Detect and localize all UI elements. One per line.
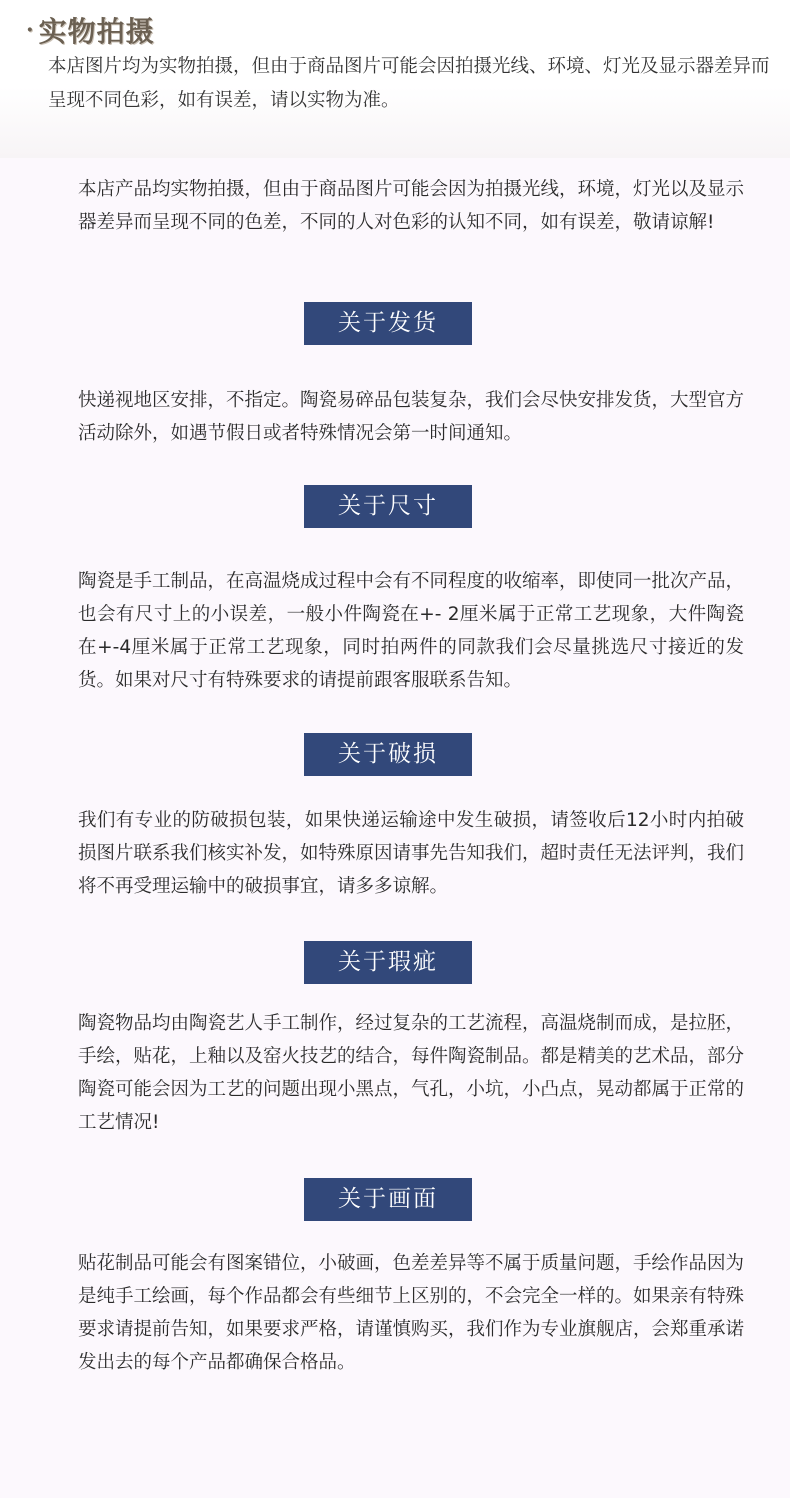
- intro-paragraph: 本店产品均实物拍摄，但由于商品图片可能会因为拍摄光线，环境，灯光以及显示器差异而呈现不同的色差，不同的人对色彩的认知不同，如有误差，敬请谅解!: [78, 179, 745, 233]
- section-text-flaws: 陶瓷物品均由陶瓷艺人手工制作，经过复杂的工艺流程，高温烧制而成，是拉胚，手绘，贴花，上釉以及窑火技艺的结合，每件陶瓷制品。都是精美的艺术品，部分陶瓷可能会因为工艺的问题出现小黑点，气孔，小坑，小凸点，晃动都属于正常的工艺情况!: [78, 1013, 745, 1133]
- section-text-shipping: 快递视地区安排，不指定。陶瓷易碎品包装复杂，我们会尽快安排发货，大型官方活动除外，如遇节假日或者特殊情况会第一时间通知。: [78, 390, 745, 444]
- bullet-dot-icon: ·: [26, 17, 35, 43]
- banner-title: [26, 10, 155, 50]
- section-heading-flaws: 关于瑕疵: [304, 941, 472, 984]
- photo-notice-banner: [0, 0, 790, 158]
- section-heading-shipping: 关于发货: [304, 302, 472, 345]
- section-heading-size: 关于尺寸: [304, 485, 472, 528]
- banner-text: 本店图片均为实物拍摄，但由于商品图片可能会因拍摄光线、环境、灯光及显示器差异而呈现不同色彩，如有误差，请以实物为准。: [48, 56, 770, 111]
- section-text-size: 陶瓷是手工制品，在高温烧成过程中会有不同程度的收缩率，即使同一批次产品，也会有尺寸上的小误差，一般小件陶瓷在+- 2厘米属于正常工艺现象，大件陶瓷在+-4厘米属于正常工艺现象，同时拍两件的同款我们会尽量挑选尺寸接近的发货。如果对尺寸有特殊要求的请提前跟客服联系告知。: [78, 571, 745, 691]
- banner-title-text: 实物拍摄: [38, 15, 155, 48]
- section-text-pattern: 贴花制品可能会有图案错位，小破画，色差差异等不属于质量问题，手绘作品因为是纯手工绘画，每个作品都会有些细节上区别的，不会完全一样的。如果亲有特殊要求请提前告知，如果要求严格，请谨慎购买，我们作为专业旗舰店，会郑重承诺发出去的每个产品都确保合格品。: [78, 1253, 745, 1373]
- section-text-damage: 我们有专业的防破损包装，如果快递运输途中发生破损，请签收后12小时内拍破损图片联系我们核实补发，如特殊原因请事先告知我们，超时责任无法评判，我们将不再受理运输中的破损事宜，请多多谅解。: [78, 810, 745, 897]
- section-heading-damage: 关于破损: [304, 733, 472, 776]
- section-heading-pattern: 关于画面: [304, 1178, 472, 1221]
